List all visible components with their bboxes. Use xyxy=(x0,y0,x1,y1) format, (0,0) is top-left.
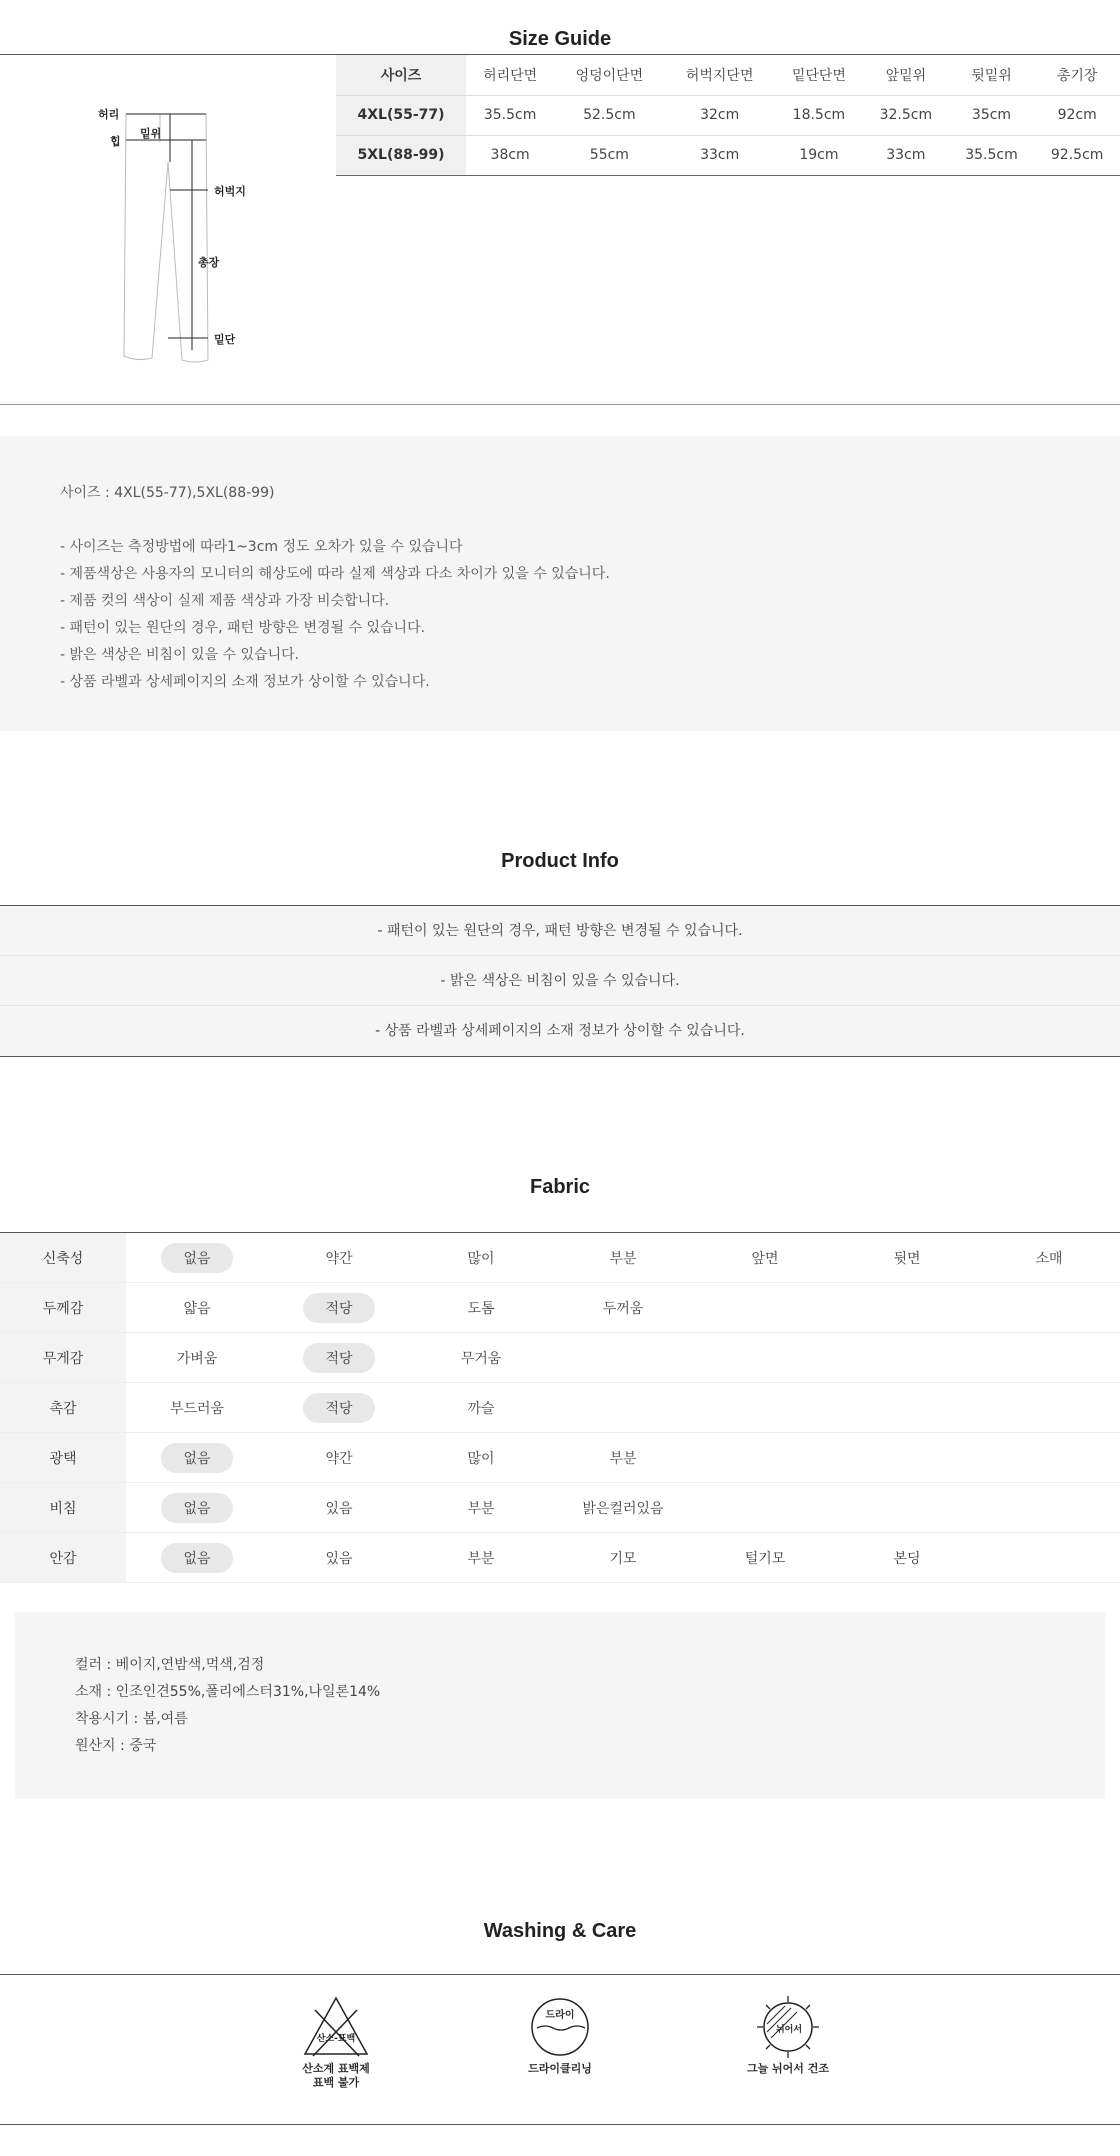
size-cell: 38cm xyxy=(466,135,554,175)
fabric-option-cell xyxy=(268,1283,410,1333)
fabric-option-cell xyxy=(836,1483,978,1533)
fabric-option: 까슬 xyxy=(467,1400,495,1417)
size-cell: 33cm xyxy=(863,135,949,175)
fabric-option-cell xyxy=(978,1533,1120,1583)
fabric-option-cell xyxy=(410,1233,552,1283)
fabric-option xyxy=(743,1352,787,1362)
fabric-option-cell xyxy=(552,1333,694,1383)
note-line: - 상품 라벨과 상세페이지의 소재 정보가 상이할 수 있습니다. xyxy=(60,674,430,690)
fabric-option xyxy=(743,1452,787,1462)
fabric-option-cell xyxy=(126,1533,268,1583)
size-cell: 35cm xyxy=(949,95,1035,135)
fabric-option xyxy=(1027,1352,1071,1362)
fabric-row xyxy=(0,1433,1120,1483)
size-cell: 4XL(55-77) xyxy=(336,95,466,135)
size-col-header: 앞밑위 xyxy=(863,55,949,95)
origin-line: 원산지 : 중국 xyxy=(75,1738,157,1754)
fabric-option: 밝은컬러있음 xyxy=(582,1500,664,1517)
fabric-option-cell xyxy=(410,1383,552,1433)
list-item: - 상품 라벨과 상세페이지의 소재 정보가 상이할 수 있습니다. xyxy=(375,1023,745,1039)
size-col-header: 총기장 xyxy=(1034,55,1120,95)
product-info-list xyxy=(0,905,1120,1057)
fabric-option xyxy=(885,1402,929,1412)
fabric-option: 본딩 xyxy=(893,1550,921,1567)
size-cell: 35.5cm xyxy=(466,95,554,135)
fabric-option-selected: 적당 xyxy=(303,1343,374,1373)
no-bleach-symbol-text: 산소-표백 xyxy=(316,2034,356,2044)
size-list-text: 사이즈 : 4XL(55-77),5XL(88-99) xyxy=(60,485,275,501)
fabric-row xyxy=(0,1483,1120,1533)
fabric-option-selected: 없음 xyxy=(161,1243,232,1273)
fabric-option xyxy=(743,1502,787,1512)
material-line: 소재 : 인조인견55%,폴리에스터31%,나일론14% xyxy=(75,1684,381,1700)
fabric-option: 있음 xyxy=(325,1550,353,1567)
washing-bottom-divider xyxy=(0,2124,1120,2125)
fabric-option-cell xyxy=(694,1233,836,1283)
fabric-option-cell xyxy=(836,1533,978,1583)
thigh-label: 허벅지 xyxy=(214,185,246,198)
fabric-option-cell xyxy=(126,1483,268,1533)
fabric-option-selected: 없음 xyxy=(161,1493,232,1523)
washing-divider xyxy=(0,1974,1120,1975)
fabric-option-cell xyxy=(836,1433,978,1483)
note-line: - 제품 컷의 색상이 실제 제품 색상과 가장 비슷합니다. xyxy=(60,593,390,609)
fabric-table xyxy=(0,1232,1120,1583)
fabric-option-cell xyxy=(268,1533,410,1583)
fabric-option-cell xyxy=(694,1383,836,1433)
size-cell: 32.5cm xyxy=(863,95,949,135)
fabric-option xyxy=(1027,1552,1071,1562)
fabric-option: 뒷면 xyxy=(893,1250,921,1267)
size-col-header: 엉덩이단면 xyxy=(554,55,664,95)
fabric-option xyxy=(1027,1502,1071,1512)
care-item-dry-clean xyxy=(490,1994,630,2076)
fabric-option-cell xyxy=(694,1333,836,1383)
product-info-title: Product Info xyxy=(501,850,619,872)
size-cell: 33cm xyxy=(665,135,775,175)
fabric-option-cell xyxy=(410,1333,552,1383)
fabric-option-cell xyxy=(126,1283,268,1333)
fabric-option-cell xyxy=(410,1533,552,1583)
size-cell: 52.5cm xyxy=(554,95,664,135)
fabric-option-cell xyxy=(552,1233,694,1283)
fabric-option xyxy=(1027,1302,1071,1312)
size-cell: 5XL(88-99) xyxy=(336,135,466,175)
fabric-option-cell xyxy=(694,1533,836,1583)
fabric-option: 앞면 xyxy=(751,1250,779,1267)
fabric-option: 가벼움 xyxy=(176,1350,218,1367)
season-line: 착용시기 : 봄,여름 xyxy=(75,1711,188,1727)
fabric-option: 부드러움 xyxy=(169,1400,225,1417)
size-col-header: 뒷밑위 xyxy=(949,55,1035,95)
fabric-option-selected: 적당 xyxy=(303,1393,374,1423)
fabric-option: 무거움 xyxy=(460,1350,502,1367)
fabric-option: 도톰 xyxy=(467,1300,495,1317)
fabric-option xyxy=(885,1352,929,1362)
fabric-option-cell xyxy=(552,1383,694,1433)
dry-clean-symbol-text: 드라이 xyxy=(545,2010,575,2021)
note-line: - 패턴이 있는 원단의 경우, 패턴 방향은 변경될 수 있습니다. xyxy=(60,620,426,636)
fabric-option: 두꺼움 xyxy=(602,1300,644,1317)
fabric-option-cell xyxy=(126,1433,268,1483)
waist-label: 허리 xyxy=(98,108,120,121)
fabric-row xyxy=(0,1533,1120,1583)
care-caption: 산소계 표백제 표백 불가 xyxy=(302,2062,370,2089)
fabric-option-cell xyxy=(836,1333,978,1383)
fabric-option: 부분 xyxy=(609,1250,637,1267)
size-table-header xyxy=(336,55,1120,95)
fabric-option: 부분 xyxy=(609,1450,637,1467)
fabric-option: 많이 xyxy=(467,1450,495,1467)
no-bleach-icon xyxy=(301,1994,371,2058)
fabric-option xyxy=(1027,1402,1071,1412)
table-row xyxy=(336,135,1120,175)
size-guide-bottom-divider xyxy=(0,404,1120,405)
fabric-option xyxy=(885,1302,929,1312)
size-col-header: 허리단면 xyxy=(466,55,554,95)
size-table xyxy=(336,55,1120,176)
size-cell: 55cm xyxy=(554,135,664,175)
fabric-option xyxy=(743,1402,787,1412)
size-cell: 32cm xyxy=(665,95,775,135)
hip-label: 힙 xyxy=(110,135,121,148)
fabric-option-cell xyxy=(978,1333,1120,1383)
size-cell: 18.5cm xyxy=(775,95,863,135)
fabric-option xyxy=(885,1502,929,1512)
fabric-option-cell xyxy=(268,1433,410,1483)
fabric-row-label: 광택 xyxy=(0,1433,126,1483)
size-cell: 92cm xyxy=(1034,95,1120,135)
fabric-row xyxy=(0,1283,1120,1333)
fabric-option-cell xyxy=(268,1333,410,1383)
fabric-option-cell xyxy=(126,1383,268,1433)
size-col-header: 밑단단면 xyxy=(775,55,863,95)
fabric-option-cell xyxy=(978,1483,1120,1533)
care-caption: 드라이클리닝 xyxy=(528,2062,592,2075)
fabric-option-cell xyxy=(978,1383,1120,1433)
fabric-option: 약간 xyxy=(325,1450,353,1467)
fabric-option-cell xyxy=(836,1383,978,1433)
fabric-row-label: 비침 xyxy=(0,1483,126,1533)
size-cell: 92.5cm xyxy=(1034,135,1120,175)
fabric-option: 많이 xyxy=(467,1250,495,1267)
fabric-option-cell xyxy=(268,1383,410,1433)
fabric-option-cell xyxy=(552,1533,694,1583)
fabric-row xyxy=(0,1333,1120,1383)
fabric-option: 소매 xyxy=(1035,1250,1063,1267)
washing-care-title: Washing & Care xyxy=(483,1920,637,1942)
fabric-option: 기모 xyxy=(609,1550,637,1567)
fabric-option-cell xyxy=(410,1433,552,1483)
fabric-option-selected: 적당 xyxy=(303,1293,374,1323)
color-line: 컬러 : 베이지,연밤색,먹색,검정 xyxy=(75,1657,265,1673)
fabric-row-label: 두께감 xyxy=(0,1283,126,1333)
fabric-option xyxy=(601,1352,645,1362)
fabric-option: 부분 xyxy=(467,1500,495,1517)
list-item: - 밝은 색상은 비침이 있을 수 있습니다. xyxy=(0,956,1120,1006)
size-col-header: 사이즈 xyxy=(336,55,466,95)
fabric-option: 약간 xyxy=(325,1250,353,1267)
fabric-option xyxy=(1027,1452,1071,1462)
fabric-row xyxy=(0,1383,1120,1433)
fabric-title: Fabric xyxy=(529,1176,591,1198)
fabric-option-cell xyxy=(694,1433,836,1483)
fabric-option-cell xyxy=(836,1233,978,1283)
size-cell: 19cm xyxy=(775,135,863,175)
table-row xyxy=(336,95,1120,135)
pants-measure-diagram xyxy=(90,100,280,370)
note-line: - 제품색상은 사용자의 모니터의 해상도에 따라 실제 색상과 다소 차이가 있을 수 있습니다. xyxy=(60,566,610,582)
fabric-option-cell xyxy=(694,1483,836,1533)
note-line: - 사이즈는 측정방법에 따라1~3cm 정도 오차가 있을 수 있습니다 xyxy=(60,539,463,555)
shade-dry-icon xyxy=(753,1994,823,2058)
fabric-option-cell xyxy=(268,1483,410,1533)
fabric-option-cell xyxy=(552,1283,694,1333)
fabric-option xyxy=(885,1452,929,1462)
fabric-option-cell xyxy=(978,1433,1120,1483)
fabric-option-cell xyxy=(552,1433,694,1483)
fabric-option-cell xyxy=(978,1233,1120,1283)
fabric-option-selected: 없음 xyxy=(161,1543,232,1573)
hem-label: 밑단 xyxy=(214,333,236,346)
length-label: 총장 xyxy=(198,256,220,269)
list-item: - 패턴이 있는 원단의 경우, 패턴 방향은 변경될 수 있습니다. xyxy=(0,906,1120,956)
fabric-row xyxy=(0,1233,1120,1283)
fabric-option xyxy=(743,1302,787,1312)
note-line: - 밝은 색상은 비침이 있을 수 있습니다. xyxy=(60,647,300,663)
fabric-option xyxy=(601,1402,645,1412)
shade-dry-symbol-text: 뉘어서 xyxy=(775,2025,803,2035)
fabric-option: 부분 xyxy=(467,1550,495,1567)
size-guide-title: Size Guide xyxy=(508,28,612,50)
fabric-option: 털기모 xyxy=(744,1550,786,1567)
fabric-option-cell xyxy=(126,1333,268,1383)
fabric-option: 얇음 xyxy=(183,1300,211,1317)
fabric-option-cell xyxy=(836,1283,978,1333)
fabric-row-label: 신축성 xyxy=(0,1233,126,1283)
fabric-row-label: 무게감 xyxy=(0,1333,126,1383)
fabric-option-cell xyxy=(694,1283,836,1333)
care-item-no-bleach xyxy=(266,1994,406,2090)
rise-label: 밑위 xyxy=(140,127,162,140)
fabric-option-selected: 없음 xyxy=(161,1443,232,1473)
fabric-option-cell xyxy=(410,1283,552,1333)
size-cell: 35.5cm xyxy=(949,135,1035,175)
fabric-row-label: 촉감 xyxy=(0,1383,126,1433)
fabric-option: 있음 xyxy=(325,1500,353,1517)
fabric-option-cell xyxy=(978,1283,1120,1333)
dry-clean-icon xyxy=(525,1994,595,2058)
fabric-option-cell xyxy=(268,1233,410,1283)
fabric-row-label: 안감 xyxy=(0,1533,126,1583)
composition-box xyxy=(15,1612,1105,1799)
care-caption: 그늘 뉘어서 건조 xyxy=(746,2062,830,2075)
fabric-option-cell xyxy=(410,1483,552,1533)
size-notes-box xyxy=(0,436,1120,731)
fabric-option-cell xyxy=(552,1483,694,1533)
care-item-shade-dry xyxy=(718,1994,858,2076)
fabric-option-cell xyxy=(126,1233,268,1283)
size-col-header: 허벅지단면 xyxy=(665,55,775,95)
